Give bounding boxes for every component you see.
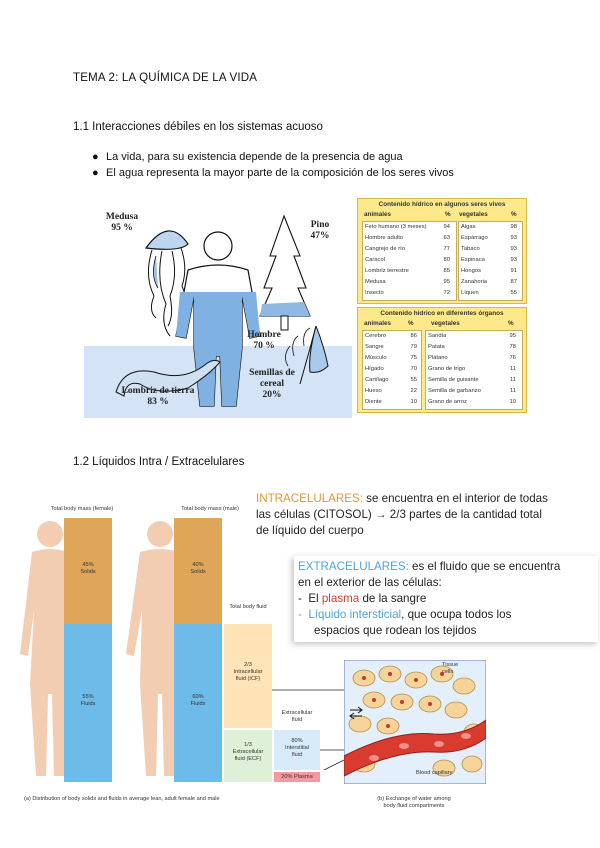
table-row: Plátano 76 [428, 355, 516, 361]
table-row: Semilla de guisante 11 [428, 377, 516, 383]
icf-label: 2/3 Intracellular fluid (ICF) [233, 662, 263, 682]
table-row: Sangre 79 [365, 344, 417, 350]
bullet-icon: ● [92, 167, 99, 179]
female-solids-label: 45% Solids [80, 562, 96, 575]
male-title: Total body mass (male) [181, 506, 239, 512]
table-row: Hongos 91 [461, 268, 517, 274]
label-lombriz: Lombriz de tierra 83 % [121, 386, 195, 407]
table-row: Músculo 75 [365, 355, 417, 361]
table-row: Espárrago 93 [461, 235, 517, 241]
label-medusa: Medusa 95 % [105, 212, 139, 233]
table-row: Medusa 95 [365, 279, 450, 285]
intra-line-2: las células (CITOSOL) → 2/3 partes de la cantidad total [256, 508, 542, 521]
tissue-cells-label: Tissue cells [442, 662, 459, 675]
column-header-percent: % [445, 211, 451, 218]
table-row: Cerebro 86 [365, 333, 417, 339]
column-header-percent: % [408, 320, 414, 327]
table-row: Zanahoria 87 [461, 279, 517, 285]
table-row: Algas 98 [461, 224, 517, 230]
caption-a: (a) Distribution of body solids and fluids in average lean, adult female and male [24, 796, 220, 802]
table-row: Caracol 80 [365, 257, 450, 263]
extra-item-interstitial-cont: espacios que rodean los tejidos [314, 624, 477, 637]
table-title: Contenido hídrico en algunos seres vivos [378, 201, 506, 208]
column-header-animales: animales [364, 320, 391, 327]
female-title: Total body mass (female) [50, 506, 114, 512]
table-row: Espinaca 93 [461, 257, 517, 263]
table-row: Tabaco 93 [461, 246, 517, 252]
total-body-fluid-label: Total body fluid [229, 604, 267, 610]
caption-b: (b) Exchange of water among body fluid compartments [377, 796, 451, 809]
female-fluids-label: 55% Fluids [80, 694, 96, 707]
interstitial-label: 80% Interstitial fluid [285, 738, 309, 758]
section-heading-1-2: 1.2 Líquidos Intra / Extracelulares [73, 456, 245, 468]
table-row: Sandía 95 [428, 333, 516, 339]
table-row: Grano de trigo 11 [428, 366, 516, 372]
male-fluids-label: 60% Fluids [190, 694, 206, 707]
table-water-content-organs [357, 307, 527, 413]
label-pino: Pino 47% [310, 220, 330, 241]
column-header-vegetales: vegetales [459, 211, 488, 218]
ecf-title: Extracellular fluid [281, 710, 313, 723]
male-solids-label: 40% Solids [190, 562, 206, 575]
label-semillas: Semillas de cereal 20% [249, 368, 295, 400]
column-header-percent: % [511, 211, 517, 218]
page-title: TEMA 2: LA QUÍMICA DE LA VIDA [73, 72, 258, 84]
connector-lines [272, 670, 352, 770]
bullet-icon: ● [92, 151, 99, 163]
extra-line-1: EXTRACELULARES: es el fluido que se encuentra [298, 560, 561, 573]
water-content-illustration [84, 196, 352, 418]
pine-tree-icon [260, 216, 310, 330]
table-row: Patata 78 [428, 344, 516, 350]
bullet-item: ● El agua representa la mayor parte de la composición de los seres vivos [92, 167, 454, 179]
tissue-cells-illustration [344, 660, 486, 784]
plasma-label: 20% Plasma [281, 774, 313, 780]
table-row: Hueso 22 [365, 388, 417, 394]
table-row: Cartílago 55 [365, 377, 417, 383]
column-header-animales: animales [364, 211, 391, 218]
table-row: Semilla de garbanzo 11 [428, 388, 516, 394]
table-row: Lombriz terrestre 85 [365, 268, 450, 274]
table-row: Líquen 55 [461, 290, 517, 296]
table-row: Insecto 72 [365, 290, 450, 296]
extra-item-plasma: - El plasma de la sangre [298, 592, 427, 605]
bullet-item: ● La vida, para su existencia depende de la presencia de agua [92, 151, 403, 163]
table-title: Contenido hídrico en diferentes órganos [380, 310, 504, 317]
intra-line-3: de líquido del cuerpo [256, 524, 364, 537]
intra-line-1: INTRACELULARES: se encuentra en el interior de todas [256, 492, 548, 505]
table-row: Grano de arroz 10 [428, 399, 516, 405]
extra-item-interstitial: - Líquido intersticial, que ocupa todos los [298, 608, 512, 621]
ecf-label: 1/3 Extracellular fluid (ECF) [232, 742, 264, 762]
column-header-vegetales: vegetales [431, 320, 460, 327]
body-fluid-figure [10, 500, 590, 820]
blood-capillary-label: Blood capillary [416, 770, 453, 776]
table-row: Diente 10 [365, 399, 417, 405]
section-heading-1-1: 1.1 Interacciones débiles en los sistemas acuoso [73, 121, 323, 133]
column-header-percent: % [508, 320, 514, 327]
label-hombre: Hombre 70 % [247, 330, 281, 351]
table-row: Hombre adulto 63 [365, 235, 450, 241]
table-water-content-organisms [357, 198, 527, 304]
extracellular-description [294, 556, 598, 642]
table-row: Cangrejo de río 77 [365, 246, 450, 252]
table-row: Feto humano (3 meses) 94 [365, 224, 450, 230]
intracellular-description [256, 489, 590, 541]
table-row: Hígado 70 [365, 366, 417, 372]
extra-line-2: en el exterior de las células: [298, 576, 442, 589]
